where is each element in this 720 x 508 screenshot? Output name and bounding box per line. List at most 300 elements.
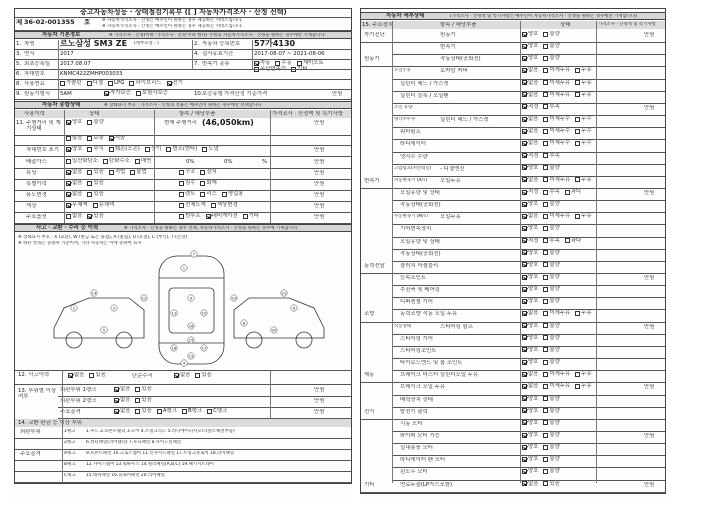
field-label: 최초등록일 <box>24 61 51 67</box>
option-label: 미세누수 <box>549 140 571 147</box>
option-label: 없음 <box>74 372 85 378</box>
option-label: 없음 <box>528 371 539 378</box>
basic-info-note: ※ 가격조사 · 산정(이하 '가격조사 · 산정'이라 한다) 주원의 자동차가격조사 · 산정을 원하는 경우에만 기재합니다. <box>109 33 327 38</box>
detail-item: - 디젤엔진 <box>440 165 465 172</box>
cert-suffix: 호 <box>84 19 91 26</box>
option-label: 불량 <box>549 322 560 329</box>
detail-item: 스티어링조인트 <box>400 347 437 354</box>
part-list: 6.쿼터패널(리어휀더) 7.루프패널 8.사이드실패널 <box>86 440 182 445</box>
part-number: 17 <box>201 345 207 351</box>
option-label: 있음 <box>141 386 152 392</box>
detail-item: 스티어링 기어 <box>400 335 433 342</box>
option-label: 양호 <box>528 201 539 208</box>
detail-item: 브레이크 마스터 실린더오일 누유 <box>400 372 479 379</box>
part-number: 1 <box>182 265 186 271</box>
option-label: 양호 <box>528 322 539 329</box>
option-label: 디젤 <box>92 80 104 86</box>
option-label: 없음 <box>528 128 539 135</box>
field-label: 주행거리 및 계기상태 <box>26 120 61 133</box>
option-label: 침수 <box>185 180 196 186</box>
option-label: 미세누유 <box>549 91 571 98</box>
price-unit: 만원 <box>314 398 325 404</box>
header-note: ※ 자동차가격조사 · 산정은 매수인이 원하는 경우 제공하는 서비스입니다. <box>102 24 243 29</box>
option-label: 부족 <box>549 103 560 110</box>
option-label: 구조 <box>185 169 196 175</box>
price-unit: 만원 <box>314 192 325 198</box>
group-label: 제동 <box>364 372 375 379</box>
part-number: 11 <box>171 310 177 316</box>
sub-group-label: 냉각수누수 <box>394 117 416 123</box>
group-label: 조향 <box>364 311 375 318</box>
rank-label: 2랭크 <box>64 440 76 445</box>
part-number: 6 <box>292 305 296 311</box>
field-value: 르노삼성 SM3 ZE <box>60 39 128 48</box>
option-label: 불량 <box>549 201 560 208</box>
option-label: 하이브리드 <box>135 80 162 86</box>
field-number: 11. <box>16 120 25 126</box>
detail-title: 자동차 세부상태 <box>386 13 425 19</box>
option-label: 양호 <box>528 164 539 171</box>
group-label: 변속기 <box>364 177 380 184</box>
detail-item: 배력장치 상태 <box>400 396 433 403</box>
field-number: 7. <box>194 61 200 67</box>
q14-title: 14. 교환 판금 등 이상 부위 <box>18 420 83 426</box>
option-label: 훼손(오손) <box>114 146 140 152</box>
col-head: 상태 <box>560 22 571 28</box>
price-unit: 만원 <box>314 120 325 126</box>
field-number: 1. <box>16 41 22 47</box>
summary-title: 자동차 종합상태 <box>42 102 81 108</box>
option-label: 부족 <box>549 152 560 159</box>
option-label: 미세누유 <box>549 213 571 220</box>
option-label: 미세누유 <box>549 310 571 317</box>
option-label: 있음 <box>141 397 152 403</box>
col-head: 항목 / 해당부품 <box>179 111 216 117</box>
option-label: 전체도색 <box>185 202 206 208</box>
field-label: 배출가스 <box>26 159 47 165</box>
price-unit: 만원 <box>314 147 325 153</box>
field-label: 특별이력 <box>26 181 47 187</box>
part-list: 12.사이드멤버 13.휠하우스 14.필러패널(A,B,C) 19.패키지트레이 <box>86 462 215 467</box>
detail-item: 윈도우 모터 <box>400 469 428 476</box>
price-unit: 만원 <box>644 275 655 281</box>
detail-item: 작동상태(공회전) <box>400 250 441 257</box>
option-label: 양호 <box>528 431 539 438</box>
option-label: LPG <box>114 80 125 86</box>
option-label: 없음 <box>72 169 83 175</box>
detail-item: 클러치 어셈블리 <box>400 262 439 269</box>
option-label: 있음 <box>93 191 104 197</box>
accident-title: 사고 · 교환 · 수리 등 이력 <box>36 225 99 231</box>
option-label: 색상변경 <box>216 202 238 208</box>
part-number: 12 <box>141 295 147 301</box>
field-number: 10. <box>194 91 203 97</box>
option-label: 렌트 <box>185 191 196 197</box>
sub-group-label: 고압펌프(커먼레일) <box>394 165 432 171</box>
detail-item: 실린더 헤드 / 가스켓 <box>440 117 489 124</box>
option-label: 부족 <box>549 188 560 195</box>
option-label: 불량 <box>549 431 560 438</box>
document-title: 중고자동차성능 · 상태점검기록부 ([ ] 자동차가격조사 · 산정 선택) <box>80 8 287 16</box>
detail-item: 동력조향 작동 오일 누유 <box>400 311 458 318</box>
option-label: 누유 <box>581 67 592 74</box>
option-label: 적정 <box>528 237 539 244</box>
region-label: 외판부위 <box>20 429 41 435</box>
option-label: 매연 <box>140 158 152 164</box>
option-label: 양호 <box>528 55 539 62</box>
option-label: 불량 <box>549 55 560 62</box>
option-label: 적정 <box>528 188 539 195</box>
region-label: 주요골격 <box>20 451 41 457</box>
option-label: 있음 <box>93 213 104 219</box>
field-value: 5AM <box>60 91 72 97</box>
detail-item: 오일누유 <box>440 214 461 221</box>
detail-item: 라디에이터 <box>400 141 427 148</box>
part-number: 10 <box>201 310 207 316</box>
rank-label: C랭크 <box>64 473 76 478</box>
detail-item: 스티어링 펌프 <box>440 323 473 330</box>
header-note: ※ 자동차가격조사 · 산정은 매수인이 원하는 경우 제공하는 서비스입니다. <box>102 18 243 23</box>
field-label: 주요옵션 <box>26 214 47 220</box>
option-label: 많음 <box>72 135 83 141</box>
left-border <box>14 8 352 484</box>
price-unit: 만원 <box>644 432 655 439</box>
option-label: 없음 <box>528 140 539 147</box>
part-number: 16 <box>188 323 194 329</box>
field-number: 2. <box>194 41 200 47</box>
detail-item: 오일유량 및 상태 <box>400 189 440 196</box>
option-label: 불량 <box>549 225 560 232</box>
detail-item: 타이로드엔드 및 볼 조인트 <box>400 360 463 367</box>
option-label: 양호 <box>528 395 539 402</box>
part-number: 14 <box>91 290 97 296</box>
group-label: 기타 <box>364 481 375 488</box>
option-label: 없음 <box>528 480 539 487</box>
option-label: 상이 <box>150 146 162 152</box>
option-label: 없음 <box>528 67 539 74</box>
field-label: 가격산정 기준가격 <box>224 91 268 97</box>
option-label: 영업용 <box>227 191 244 197</box>
option-label: 불량 <box>549 359 560 366</box>
col-head: 가격조사 · 산정액 및 특기사항 <box>598 22 656 27</box>
part-number: 3 <box>112 305 116 311</box>
left-panel <box>14 8 352 504</box>
detail-item: 등속조인트 <box>400 275 427 281</box>
option-label: 있음 <box>93 180 104 186</box>
summary-note: ※ 상태표시 부호 : 가격조사 · 산정의 적용은 매수인이 원하는 경우에만 선택합니다 <box>104 103 262 108</box>
option-label: 과다 <box>570 237 582 244</box>
price-unit: 만원 <box>644 189 655 196</box>
price-unit: 만원 <box>644 481 655 488</box>
accident-question: 12. 사고이력 <box>18 372 50 378</box>
basic-info-title: 자동차 기본정보 <box>42 32 81 38</box>
group-label: 동력전달 <box>364 262 385 269</box>
option-label: 부족 <box>549 237 560 244</box>
part-number: 18 <box>171 345 177 351</box>
col-head: 사용이력 <box>24 111 45 117</box>
option-label: 양호 <box>528 249 539 256</box>
field-label: 보증유형 <box>202 91 223 97</box>
detail-item: 브레이크 오일 누유 <box>400 384 446 391</box>
option-label: 불량 <box>549 346 560 353</box>
accident-note: ※ 가격조사 · 산정을 원하는 경우 선택, 자동차가격조사 · 산정을 원하는 경우에 기재합니다. <box>124 226 299 231</box>
gas-value: % <box>262 159 268 165</box>
option-label: 불량 <box>549 249 560 256</box>
detail-item: 라디에이터 팬 모터 <box>400 457 446 464</box>
detail-item: 변속기 <box>440 44 456 51</box>
option-label: 도말 <box>208 146 219 152</box>
option-label: 없음 <box>528 91 539 98</box>
field-number: 5. <box>16 61 22 67</box>
price-unit: 만원 <box>314 181 325 187</box>
option-label: 없음 <box>528 116 539 123</box>
field-value: 57가4130 <box>254 39 296 48</box>
sub-group-label: 작동상태 <box>394 323 411 329</box>
price-unit: 만원 <box>644 384 655 391</box>
price-unit: 만원 <box>314 409 325 415</box>
detail-item: 실린더 블록 / 오일팬 <box>400 92 449 99</box>
price-unit: 만원 <box>314 214 325 220</box>
gas-value: 0% <box>224 159 233 165</box>
price-unit: 만원 <box>644 32 655 38</box>
option-label: 양호 <box>528 444 539 451</box>
option-label: 누유 <box>581 176 592 183</box>
sub-group-label: 자동변속기 (A/T) <box>394 177 428 183</box>
field-number: 9. <box>16 91 22 97</box>
option-label: 수동 <box>281 60 292 66</box>
option-label: 불량 <box>549 164 560 171</box>
col-head: 항목 / 해당부품 <box>440 22 477 28</box>
option-label: 있음 <box>141 408 152 414</box>
option-label: 무단변속기 <box>260 66 287 73</box>
field-value: 2017-08-07 ~ 2021-08-06 <box>254 51 325 57</box>
field-label: 자동차 등록번호 <box>202 41 241 47</box>
rank-label: 주요골격 <box>60 409 81 415</box>
option-label: 썬루프 <box>185 213 201 219</box>
detail-item: 추진축 및 베어링 <box>400 287 440 294</box>
option-label: 불량 <box>549 43 560 50</box>
option-label: 세미오토 <box>302 60 324 66</box>
option-label: 불량 <box>549 407 560 414</box>
option-label: 무채색 <box>72 202 88 208</box>
option-label: C랭크 <box>213 408 228 414</box>
option-label: 불량 <box>549 298 560 305</box>
option-label: 누유 <box>581 213 592 220</box>
col-head: 15. 주요장치 <box>362 22 394 28</box>
field-label: 연식 <box>24 51 35 57</box>
field-label: 사용연료 <box>24 81 45 87</box>
price-unit: 만원 <box>644 323 655 330</box>
part-number: 7 <box>192 251 196 257</box>
option-label: 양호 <box>528 225 539 232</box>
part-number: 13 <box>231 295 237 301</box>
field-number: 8. <box>16 81 22 87</box>
detail-item: 연료누출(LP가스포함) <box>400 481 453 488</box>
option-label: 보험사보증 <box>141 90 168 96</box>
price-unit: 만원 <box>332 91 343 97</box>
cert-number: 36-02-001355 <box>24 19 75 26</box>
option-label: 불량 <box>549 456 560 463</box>
option-label: 적정 <box>528 152 539 159</box>
sub-group-label: 수동변속기 (M/T) <box>394 214 428 220</box>
price-unit: 만원 <box>314 387 325 393</box>
option-label: 전기 <box>172 80 183 86</box>
option-label: 자동 <box>260 60 271 66</box>
field-value: 2017.08.07 <box>60 61 91 67</box>
field-label: 변속기 종류 <box>202 61 230 67</box>
option-label: 양호 <box>528 334 539 341</box>
option-label: 양호 <box>528 286 539 293</box>
part-number: 8 <box>242 320 246 326</box>
mileage-value: (46,050km) <box>202 118 254 127</box>
option-label: 누수 <box>581 140 592 147</box>
detail-item: 원동기 <box>440 32 456 38</box>
detail-item: 로커암 커버 <box>440 68 468 75</box>
field-label: 튜닝 <box>26 170 37 176</box>
part-number: 5 <box>102 327 106 333</box>
field-label: 차명 <box>24 41 35 47</box>
option-label: 자가보증 <box>110 90 131 96</box>
group-label: 원동기 <box>364 56 380 63</box>
rank-label: 외판부위 1랭크 <box>60 387 97 393</box>
accident-question: 13. 부위별 이상여부 <box>18 388 57 401</box>
option-label: 미세누유 <box>549 383 571 390</box>
option-label: 적음 <box>114 135 126 141</box>
option-label: 누유 <box>581 310 592 317</box>
option-label: 불량 <box>549 468 560 475</box>
field-label: 용도변경 <box>26 192 47 198</box>
option-label: 미세누유 <box>549 176 571 183</box>
detail-item: 발전기 출력 <box>400 408 428 415</box>
option-label: 없음 <box>528 79 539 86</box>
part-number: 9 <box>189 295 193 301</box>
option-label: 일산화탄소 <box>72 158 99 164</box>
part-number: 2 <box>72 305 76 311</box>
field-value: KNMC422ZMHP003033 <box>60 71 123 77</box>
accident-legend: ※ 상태표시 부호 : X (교환), W (판금 또는 용접), A (흠집), U (요철), C (부식), T (손상) <box>18 235 188 240</box>
option-label: 누유 <box>581 383 592 390</box>
option-label: 불량 <box>549 286 560 293</box>
option-label: 미세누유 <box>549 79 571 86</box>
option-label: 불량 <box>549 419 560 426</box>
field-number: 4. <box>194 51 200 57</box>
option-label: 가솔린 <box>66 80 82 86</box>
option-label: 없음 <box>72 180 83 186</box>
option-label: 없음 <box>180 372 191 378</box>
option-label: 없음 <box>528 176 539 183</box>
detail-item: 실내송풍 모터 <box>400 445 433 452</box>
col-head: 가격조사 · 산정액 및 특기사항 <box>272 111 344 117</box>
option-label: 누유 <box>581 91 592 98</box>
option-label: 있음 <box>201 372 212 378</box>
cert-prefix: 제 <box>16 19 23 26</box>
detail-item: 워터펌프 <box>400 129 421 136</box>
detail-note: (가격조사 · 산정액 및 특기사항은 매수인이 자동차가격조사 · 산정을 원하는 경우에만 기재합니다) <box>450 14 637 19</box>
detail-item: 작동상태(공회전) <box>400 202 441 209</box>
detail-item: 시동 모터 <box>400 420 423 427</box>
rank-label: 1랭크 <box>64 429 76 434</box>
option-label: 양호 <box>528 456 539 463</box>
option-label: 없음 <box>528 310 539 317</box>
option-label: 리스 <box>206 191 217 197</box>
price-unit: 만원 <box>314 203 325 209</box>
rank-label: A랭크 <box>64 451 76 456</box>
sub-group-label: 오일누유 <box>394 68 411 74</box>
field-label: 차대번호 표기 <box>26 147 59 153</box>
detail-item: 냉각수 수량 <box>400 153 428 160</box>
detail-item: 작동상태(공회전) <box>440 56 481 63</box>
price-unit: 만원 <box>314 170 325 176</box>
option-label: 없음 <box>72 213 83 219</box>
option-label: 미세누유 <box>549 371 571 378</box>
part-number: 20 <box>271 327 277 333</box>
option-label: 변조(변타) <box>172 146 198 152</box>
option-label: 양호 <box>528 261 539 268</box>
option-label: 불량 <box>549 395 560 402</box>
price-unit: 만원 <box>314 159 325 165</box>
field-label: 원동기형식 <box>24 91 51 97</box>
option-label: 기타 <box>248 213 260 219</box>
option-label: 불법 <box>136 169 147 175</box>
part-list: 15.대쉬패널 16.플로어패널 20.리어패널 <box>86 473 165 478</box>
option-label: 불량 <box>93 119 104 125</box>
detail-item: 와이퍼 모터 기능 <box>400 432 440 439</box>
price-unit: 만원 <box>644 104 655 111</box>
simple-repair-label: 단순수리 <box>132 373 153 379</box>
option-label: 미세누수 <box>549 116 571 123</box>
part-number: 15 <box>188 337 194 343</box>
detail-item: 디퍼렌셜 기어 <box>400 299 433 306</box>
option-label: 누유 <box>581 371 592 378</box>
detail-item: 기어변속장치 <box>400 226 432 233</box>
option-label: 적법 <box>114 169 126 175</box>
option-label: 없음 <box>528 213 539 220</box>
option-label: 누수 <box>581 116 592 123</box>
right-panel <box>360 8 666 504</box>
field-value: 2017 <box>60 51 74 57</box>
option-label: 기타 <box>297 66 308 73</box>
option-label: 과다 <box>570 188 582 195</box>
part-list: 9.프론트패널 10.크로스멤버 11.인사이드패널 17.트렁크플로어 18.리어패널 <box>86 451 234 456</box>
option-label: 탄화수소 <box>109 158 130 164</box>
part-number: 21 <box>281 290 287 296</box>
option-label: 불량 <box>549 444 560 451</box>
option-label: 적정 <box>528 103 539 110</box>
option-label: 있음 <box>549 480 560 487</box>
option-label: 양호 <box>72 119 83 125</box>
rank-label: 외판부위 2랭크 <box>60 398 97 404</box>
option-label: 불량 <box>549 274 560 280</box>
option-label: 장치 <box>206 169 217 175</box>
accident-legend: ※ 하단 항목은 승용차 기준이며, 기타 자동차는 이에 준하여 표시 <box>18 241 142 246</box>
option-label: 불량 <box>549 261 560 268</box>
option-label: 불량 <box>549 334 560 341</box>
field-sub: (세부모델 : ) <box>134 41 159 46</box>
group-label: 자기진단 <box>364 32 385 38</box>
option-label: 양호 <box>528 298 539 305</box>
option-label: 유채색 <box>98 202 115 208</box>
option-label: 양호 <box>72 146 83 152</box>
part-list: 1.후드 2.프론트휀더 3.도어 4.트렁크리드 5.라디에이터서포트(볼트체결부품) <box>86 429 235 434</box>
option-label: 양호 <box>528 468 539 475</box>
field-label: 검사유효기간 <box>202 51 234 57</box>
option-label: 양호 <box>528 419 539 426</box>
option-label: 없음 <box>120 386 131 392</box>
option-label: 누수 <box>581 128 592 135</box>
option-label: 없음 <box>120 408 131 414</box>
field-label: 색상 <box>26 203 37 209</box>
right-border <box>360 8 666 494</box>
